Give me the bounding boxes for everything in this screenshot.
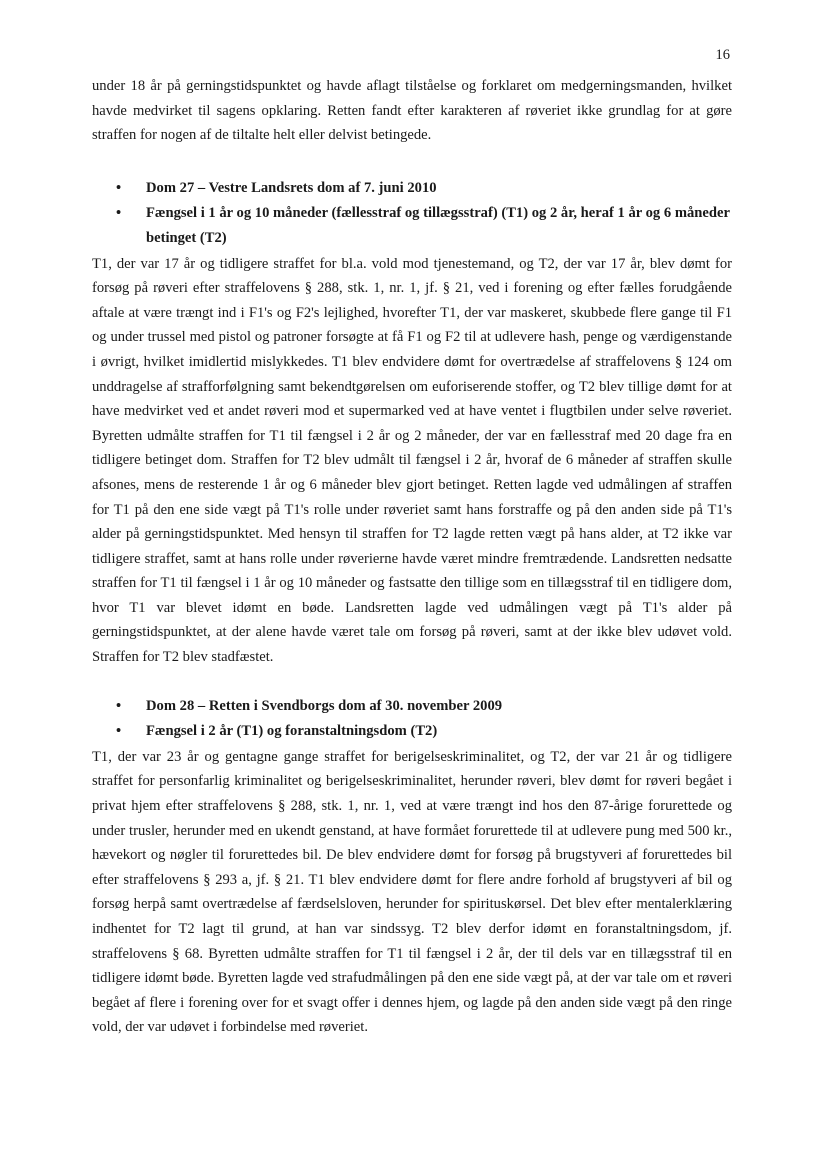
bullet-icon: • xyxy=(116,205,122,222)
case27-title-item xyxy=(92,176,732,201)
case27-sentence: Fængsel i 1 år og 10 måneder (fællesstraf og tillægsstraf) (T1) og 2 år, heraf 1 år og 6 måneder betinget (T2) xyxy=(146,205,730,246)
bullet-icon: • xyxy=(116,179,122,196)
case27-body: T1, der var 17 år og tidligere straffet for bl.a. vold mod tjenestemand, og T2, der var 17 år, blev dømt for forsøg på røveri efter straffelovens § 288, stk. 1, nr. 1, jf. § 21, ved i forening og efter fælles forudgående aftale at være trængt ind i F1's og F2's lejlighed, hvorefter T1, der var maskeret, skubbede flere gange til F1 og under trussel med pistol og patroner forsøgte at få F1 og F2 til at udlevere hash, penge og værdigenstande i øvrigt, hvilket imidlertid mislykkedes. T1 blev endvidere dømt for overtrædelse af straffelovens § 124 om unddragelse af strafforfølgning samt bekendtgørelsen om euforiserende stoffer, og T2 blev tillige dømt for at have medvirket ved et andet røveri mod et supermarked ved at have ventet i flugtbilen under selve røveriet. Byretten udmålte straffen for T1 til fængsel i 2 år og 2 måneder, der var en fællesstraf med 20 dage fra en tidligere betinget dom. Straffen for T2 blev udmålt til fængsel i 2 år, hvoraf de 6 måneder af straffen skulle afsones, mens de resterende 1 år og 6 måneder blev gjort betinget. Retten lagde ved udmålingen af straffen for T1 på den ene side vægt på T1's rolle under røveriet samt hans forstraffe og på den anden side på T1's alder på gerningstidspunktet. Med hensyn til straffen for T2 lagde retten vægt på hans alder, at T2 ikke var tidligere straffet, samt at hans rolle under røverierne havde været mindre fremtrædende. Landsretten nedsatte straffen for T1 til fængsel i 1 år og 10 måneder og fastsatte den tillige som en tillægsstraf til en tidligere dom, hvor T1 var blevet idømt en bøde. Landsretten lagde ved udmålingen vægt på T1's alder på gerningstidspunktet, at der alene havde været tale om forsøg på røveri, samt at der ikke blev udøvet vold. Straffen for T2 blev stadfæstet. xyxy=(92,255,732,666)
case27-heading-list xyxy=(92,176,732,251)
bullet-icon: • xyxy=(116,697,122,714)
case28-body: T1, der var 23 år og gentagne gange straffet for berigelseskriminalitet, og T2, der var 21 år og tidligere straffet for personfarlig kriminalitet og berigelseskriminalitet, herunder røveri, blev dømt for røveri begået i privat hjem efter straffelovens § 288, stk. 1, nr. 1, ved at være trængt ind hos den 87-årige forurettede og under trusler, herunder med en ukendt genstand, at have formået forurettede til at udlevere pung med 500 kr., hævekort og nøgler til forurettedes bil. De blev endvidere dømt for forsøg på brugstyveri af forurettedes bil efter straffelovens § 293 a, jf. § 21. T1 blev endvidere dømt for flere andre forhold af brugstyveri af bil og forsøg herpå samt overtrædelse af færdselsloven, herunder for spirituskørsel. Det blev efter mentalerklæring indhentet for T2 lagt til grund, at han var sindssyg. T2 blev derfor idømt en foranstaltningsdom, jf. straffelovens § 68. Byretten udmålte straffen for T1 til fængsel i 2 år, der til dels var en tillægsstraf til en tidligere idømt bøde. Byretten lagde ved strafudmålingen på den ene side vægt på, at der var tale om et røveri begået af flere i forening over for et svagt offer i dennes hjem, og lagde på den anden side vægt på den ringe vold, der var udøvet i forbindelse med røveriet. xyxy=(92,748,732,1036)
case28-sentence-item xyxy=(92,719,732,744)
bullet-icon: • xyxy=(116,723,122,740)
page-content xyxy=(92,74,732,1040)
case27-title: Dom 27 – Vestre Landsrets dom af 7. juni 2010 xyxy=(146,179,437,196)
page-number: 16 xyxy=(715,47,730,63)
case27-sentence-item xyxy=(92,201,732,250)
case28-heading-list xyxy=(92,694,732,744)
case28-title: Dom 28 – Retten i Svendborgs dom af 30. november 2009 xyxy=(146,697,503,714)
intro-paragraph: under 18 år på gerningstidspunktet og havde aflagt tilståelse og forklaret om medgerningsmanden, hvilket havde medvirket til sagens opklaring. Retten fandt efter karakteren af røveriet ikke grundlag for at gøre straffen for nogen af de tiltalte helt eller delvist betingede. xyxy=(92,78,732,144)
case28-title-item xyxy=(92,694,732,719)
case28-sentence: Fængsel i 2 år (T1) og foranstaltningsdom (T2) xyxy=(146,723,438,740)
